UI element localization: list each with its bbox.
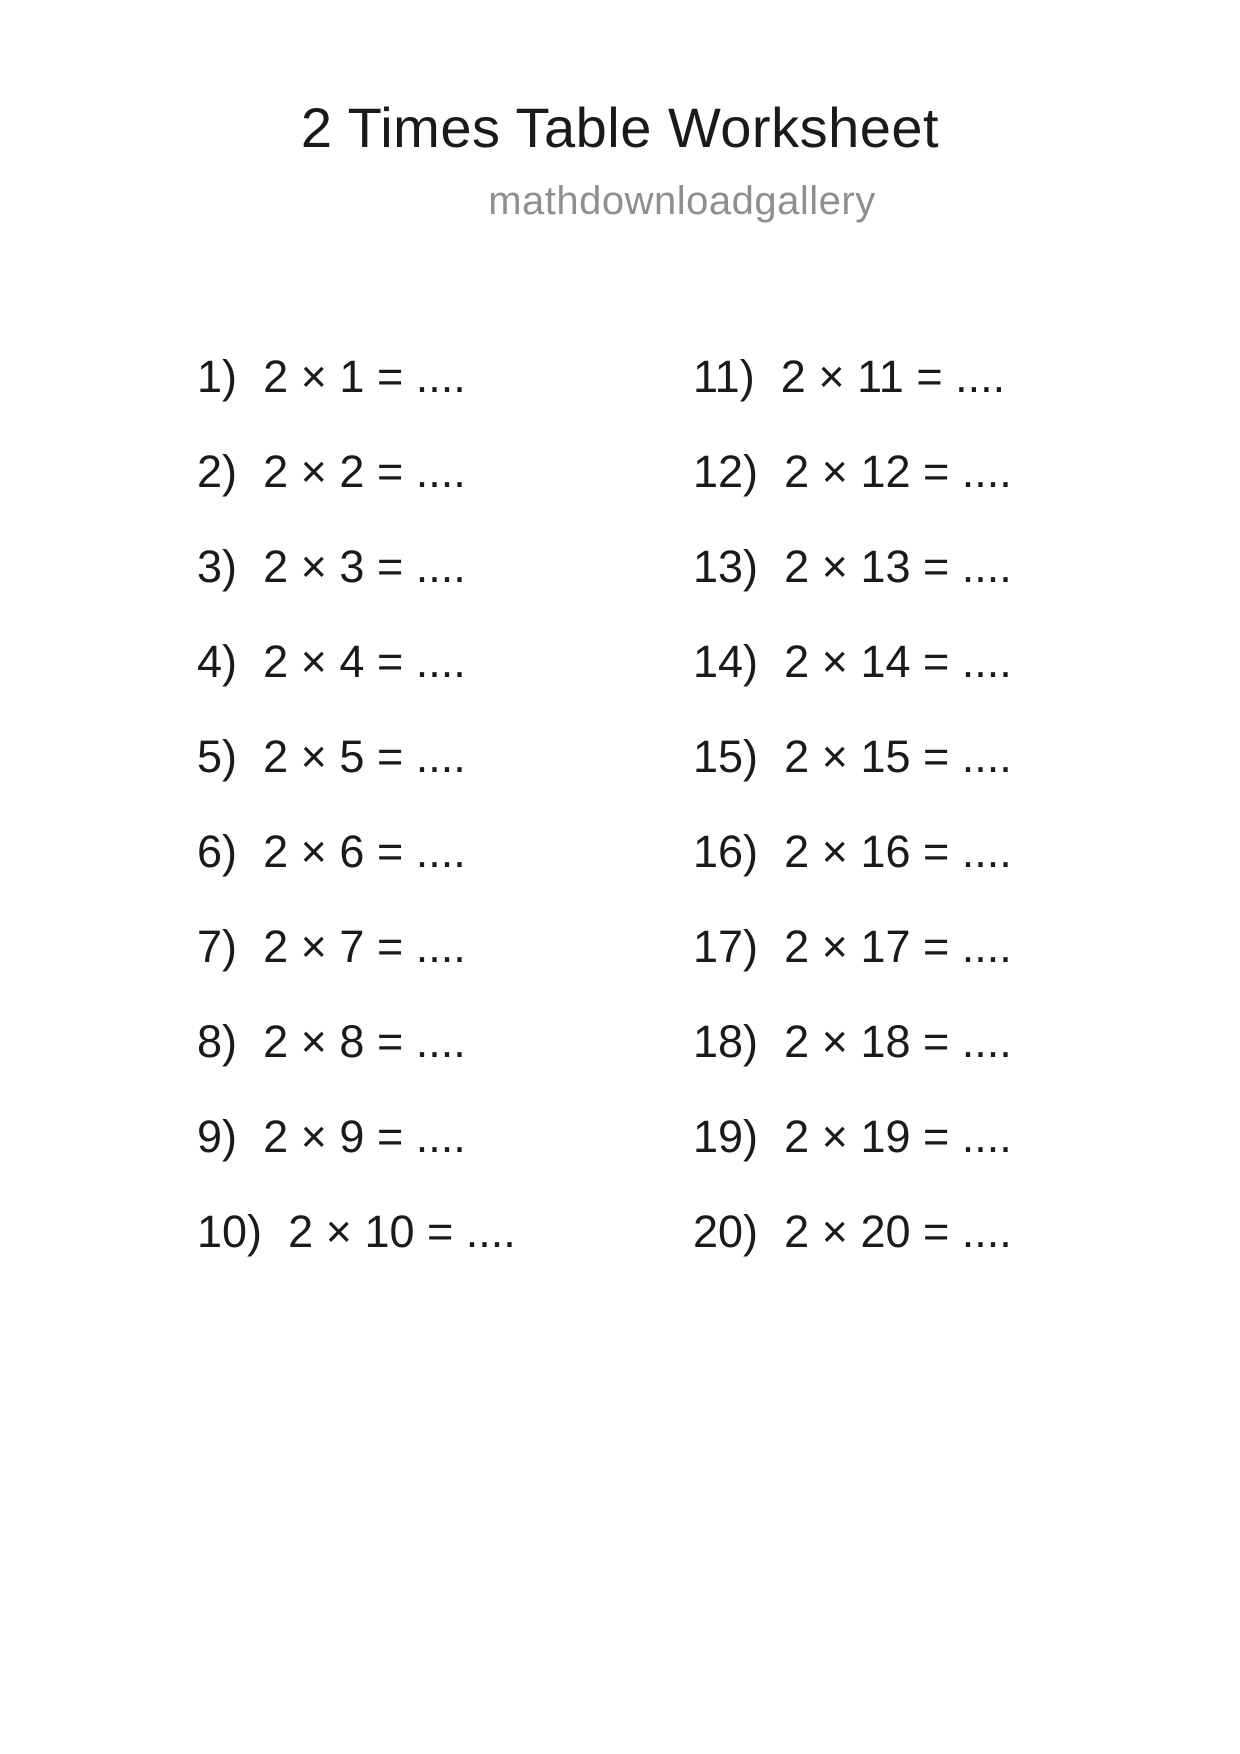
- problem-row: [197, 519, 516, 614]
- problem-row: [197, 1184, 516, 1279]
- problem-equation: 2 × 3 = ....: [263, 541, 466, 592]
- problem-number: 4): [197, 636, 238, 687]
- problem-row: [197, 424, 516, 519]
- problem-row: [693, 329, 1012, 424]
- problem-number: 5): [197, 731, 238, 782]
- problem-number: 9): [197, 1111, 238, 1162]
- problem-row: [693, 424, 1012, 519]
- problems-column-left: [197, 329, 516, 1279]
- problem-equation: 2 × 11 = ....: [780, 351, 1006, 402]
- problem-equation: 2 × 19 = ....: [784, 1111, 1012, 1162]
- problem-row: [197, 329, 516, 424]
- problem-number: 17): [693, 921, 759, 972]
- problem-row: [197, 804, 516, 899]
- problem-number: 6): [197, 826, 238, 877]
- problem-number: 14): [693, 636, 759, 687]
- problem-equation: 2 × 18 = ....: [784, 1016, 1012, 1067]
- problem-equation: 2 × 4 = ....: [263, 636, 466, 687]
- problem-row: [693, 1089, 1012, 1184]
- site-watermark: mathdownloadgallery: [488, 179, 876, 223]
- problem-number: 18): [693, 1016, 759, 1067]
- problem-equation: 2 × 16 = ....: [784, 826, 1012, 877]
- problem-number: 13): [693, 541, 759, 592]
- problem-row: [197, 994, 516, 1089]
- problem-number: 15): [693, 731, 759, 782]
- problem-number: 8): [197, 1016, 238, 1067]
- problem-equation: 2 × 7 = ....: [263, 921, 466, 972]
- problem-equation: 2 × 9 = ....: [263, 1111, 466, 1162]
- problem-equation: 2 × 10 = ....: [288, 1206, 516, 1257]
- problem-row: [197, 614, 516, 709]
- page-title: 2 Times Table Worksheet: [300, 96, 940, 159]
- problem-row: [693, 519, 1012, 614]
- problem-row: [693, 709, 1012, 804]
- problem-row: [693, 1184, 1012, 1279]
- problem-equation: 2 × 13 = ....: [784, 541, 1012, 592]
- problem-number: 2): [197, 446, 238, 497]
- problem-equation: 2 × 15 = ....: [784, 731, 1012, 782]
- problem-number: 10): [197, 1206, 263, 1257]
- problem-number: 16): [693, 826, 759, 877]
- problem-row: [197, 709, 516, 804]
- problem-equation: 2 × 20 = ....: [784, 1206, 1012, 1257]
- problem-equation: 2 × 17 = ....: [784, 921, 1012, 972]
- problem-number: 11): [693, 351, 755, 402]
- problem-row: [693, 994, 1012, 1089]
- problem-number: 19): [693, 1111, 759, 1162]
- problem-row: [693, 899, 1012, 994]
- problem-row: [693, 804, 1012, 899]
- problem-number: 12): [693, 446, 759, 497]
- problem-row: [197, 899, 516, 994]
- problem-equation: 2 × 8 = ....: [263, 1016, 466, 1067]
- problem-equation: 2 × 5 = ....: [263, 731, 466, 782]
- problem-row: [197, 1089, 516, 1184]
- problem-row: [693, 614, 1012, 709]
- problem-number: 7): [197, 921, 238, 972]
- problem-equation: 2 × 2 = ....: [263, 446, 466, 497]
- problem-number: 1): [197, 351, 238, 402]
- problem-equation: 2 × 1 = ....: [263, 351, 466, 402]
- problem-equation: 2 × 12 = ....: [784, 446, 1012, 497]
- problem-equation: 2 × 14 = ....: [784, 636, 1012, 687]
- problem-number: 3): [197, 541, 238, 592]
- problem-equation: 2 × 6 = ....: [263, 826, 466, 877]
- problem-number: 20): [693, 1206, 759, 1257]
- problems-column-right: [693, 329, 1012, 1279]
